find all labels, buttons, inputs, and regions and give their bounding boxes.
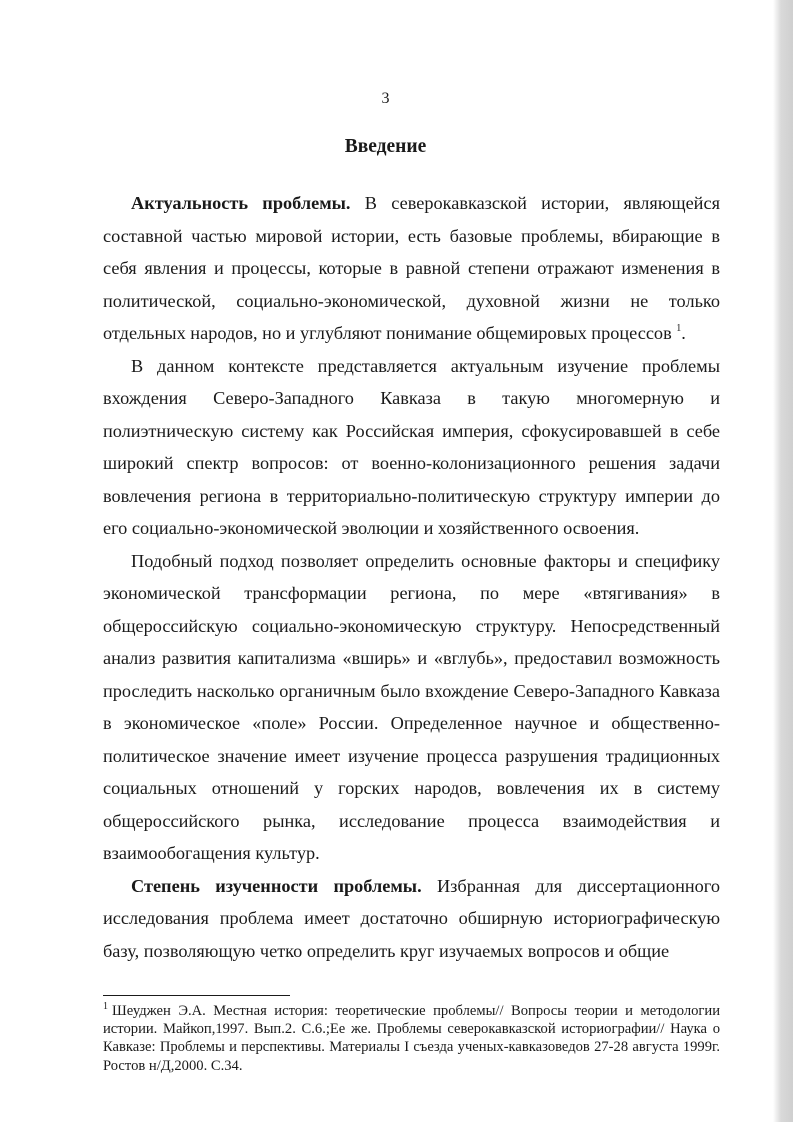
paragraph-text: Подобный подход позволяет определить основные факторы и специфику экономической трансформации региона, по мере «втягивания» в общероссийскую социально-экономическую структуру. Непосредственный анализ развития капитализма «вширь» и «вглубь», предоставил возможность проследить насколько органичным было вхождение Северо-Западного Кавказа в экономическое «поле» России. Определенное научное и общественно-политическое значение имеет изучение процесса разрушения традиционных социальных отношений у горских народов, вовлечения их в систему общероссийского рынка, исследование процесса взаимодействия и взаимообогащения культур. <box>103 550 720 863</box>
footnote-divider <box>103 995 290 996</box>
paragraph-1 <box>103 187 720 350</box>
footnote-reference: 1 <box>676 323 682 334</box>
scan-page-edge <box>773 0 793 1122</box>
footnote-text: Шеуджен Э.А. Местная история: теоретические проблемы// Вопросы теории и методологии истории. Майкоп,1997. Вып.2. С.6.;Ее же. Проблемы северокавказской историографии// Наука о Кавказе: Проблемы и перспективы. Материалы I съезда ученых-кавказоведов 27-28 августа 1999г. Ростов н/Д,2000. С.34. <box>103 1003 720 1074</box>
body-text <box>103 187 720 967</box>
footnote-mark: 1 <box>103 1001 108 1012</box>
paragraph-lead: Актуальность проблемы. <box>131 193 351 213</box>
paragraph-text: В данном контексте представляется актуальным изучение проблемы вхождения Северо-Западного Кавказа в такую многомерную и полиэтническую систему как Российская империя, сфокусировавшей в себе широкий спектр вопросов: от военно-колонизационного решения задачи вовлечения региона в территориально-политическую структуру империи до его социально-экономической эволюции и хозяйственного освоения. <box>103 355 720 538</box>
paragraph-3 <box>103 545 720 870</box>
paragraph-tail: . <box>681 323 686 343</box>
section-title: Введение <box>344 136 427 157</box>
page-number: 3 <box>381 90 390 107</box>
paragraph-lead: Степень изученности проблемы. <box>131 875 422 896</box>
paragraph-text: В северокавказской истории, являющейся составной частью мировой истории, есть базовые проблемы, вбирающие в себя явления и процессы, которые в равной степени отражают изменения в политической, социально-экономической, духовной жизни не только отдельных народов, но и углубляют понимание общемировых процессов <box>103 193 720 343</box>
paragraph-2 <box>103 350 720 545</box>
paragraph-4 <box>103 870 720 968</box>
paragraph-text: Избранная для диссертационного исследования проблема имеет достаточно обширную историографическую базу, позволяющую четко определить круг изучаемых вопросов и общие <box>103 875 720 961</box>
footnote <box>103 1002 720 1075</box>
